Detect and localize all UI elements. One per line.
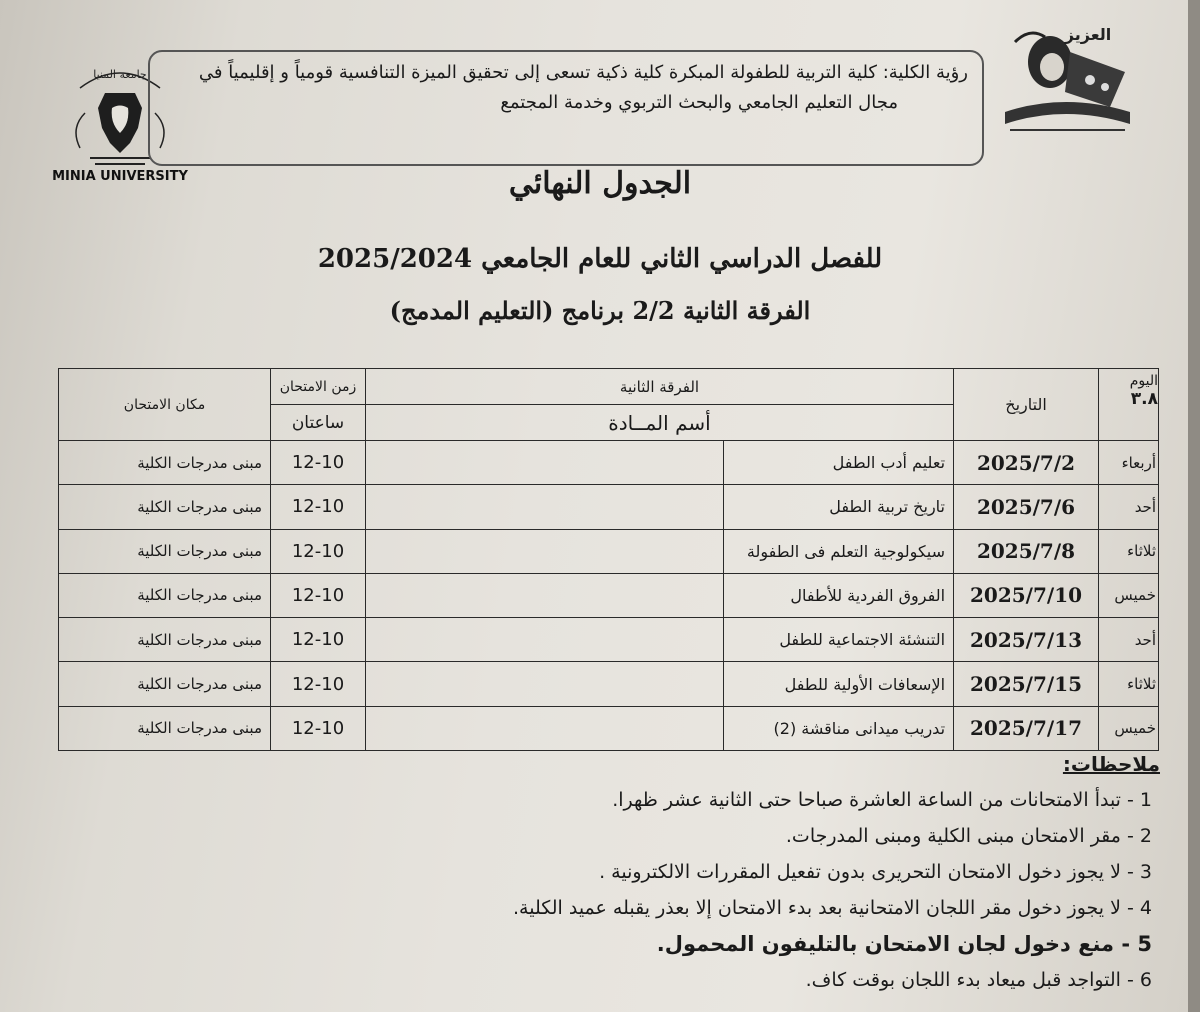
cell-course: تدريب ميدانى مناقشة (2) [724, 706, 954, 750]
exam-schedule-table [58, 368, 1159, 751]
note-number: 1 [1139, 789, 1152, 811]
note-text: لا يجوز دخول الامتحان التحريرى بدون تفعيل المقررات الالكترونية . [599, 861, 1121, 883]
note-number: 6 [1139, 969, 1152, 991]
cell-day: خميس [1099, 573, 1159, 617]
cell-time: 12-10 [271, 441, 366, 485]
cell-course: التنشئة الاجتماعية للطفل [724, 618, 954, 662]
cell-course: سيكولوجية التعلم فى الطفولة [724, 529, 954, 573]
vision-line-1: رؤية الكلية: كلية التربية للطفولة المبكرة كلية ذكية تسعى إلى تحقيق الميزة التنافسية قومياً و إقليمياً في [198, 62, 968, 83]
cell-date: 2025/7/6 [954, 485, 1099, 529]
note-text: تبدأ الامتحانات من الساعة العاشرة صباحا حتى الثانية عشر ظهرا. [612, 789, 1121, 811]
cell-place: مبنى مدرجات الكلية [59, 573, 271, 617]
cell-empty [366, 441, 724, 485]
cell-empty [366, 618, 724, 662]
cell-date: 2025/7/17 [954, 706, 1099, 750]
notes-title: ملاحظات: [1062, 752, 1160, 776]
cell-empty [366, 485, 724, 529]
note-text: التواجد قبل ميعاد بدء اللجان بوقت كاف. [805, 969, 1121, 991]
program-title: الفرقة الثانية 2/2 برنامج (التعليم المدمج) [389, 296, 811, 325]
cell-time: 12-10 [271, 662, 366, 706]
header-group: الفرقة الثانية [366, 369, 954, 405]
table-row [59, 706, 1159, 750]
note-number: 3 [1139, 861, 1152, 883]
header-day-label: اليوم [1129, 373, 1159, 389]
note-item: 3 - لا يجوز دخول الامتحان التحريرى بدون تفعيل المقررات الالكترونية . [599, 861, 1152, 883]
cell-place: مبنى مدرجات الكلية [59, 618, 271, 662]
cell-time: 12-10 [271, 485, 366, 529]
note-number: 4 [1139, 897, 1152, 919]
semester-subtitle: للفصل الدراسي الثاني للعام الجامعي 2025/2024 [317, 244, 883, 274]
note-item: 2 - مقر الامتحان مبنى الكلية ومبنى المدرجات. [785, 825, 1152, 847]
header-exam-time: زمن الامتحان [271, 369, 366, 405]
table-row [59, 441, 1159, 485]
table-row [59, 485, 1159, 529]
cell-time: 12-10 [271, 529, 366, 573]
paper-edge [1188, 0, 1200, 1012]
table-row [59, 662, 1159, 706]
header-day [1099, 369, 1159, 441]
college-vision-box [148, 50, 984, 166]
vision-line-2: مجال التعليم الجامعي والبحث التربوي وخدمة المجتمع [500, 92, 898, 113]
table-row [59, 529, 1159, 573]
cell-day: ثلاثاء [1099, 529, 1159, 573]
note-text: منع دخول لجان الامتحان بالتليفون المحمول. [656, 932, 1115, 956]
cell-day: أحد [1099, 618, 1159, 662]
svg-text:جامعة المنيا: جامعة المنيا [93, 68, 147, 81]
cell-date: 2025/7/2 [954, 441, 1099, 485]
cell-empty [366, 573, 724, 617]
note-item: 5 - منع دخول لجان الامتحان بالتليفون المحمول. [656, 932, 1152, 956]
note-text: لا يجوز دخول مقر اللجان الامتحانية بعد بدء الامتحان إلا بعذر يقبله عميد الكلية. [513, 897, 1121, 919]
table-row [59, 618, 1159, 662]
table-row [59, 573, 1159, 617]
faculty-logo [990, 12, 1140, 147]
header-exam-place: مكان الامتحان [59, 369, 271, 441]
note-item: 6 - التواجد قبل ميعاد بدء اللجان بوقت كاف. [805, 969, 1152, 991]
svg-text:العزيز: العزيز [1064, 25, 1112, 44]
cell-time: 12-10 [271, 706, 366, 750]
header-two-hours: ساعتان [271, 405, 366, 441]
cell-place: مبنى مدرجات الكلية [59, 706, 271, 750]
cell-course: تعليم أدب الطفل [724, 441, 954, 485]
cell-day: أربعاء [1099, 441, 1159, 485]
cell-day: ثلاثاء [1099, 662, 1159, 706]
note-number: 5 [1137, 932, 1152, 956]
page-title: الجدول النهائي [508, 166, 692, 201]
note-item: 4 - لا يجوز دخول مقر اللجان الامتحانية بعد بدء الامتحان إلا بعذر يقبله عميد الكلية. [513, 897, 1152, 919]
cell-date: 2025/7/10 [954, 573, 1099, 617]
cell-date: 2025/7/13 [954, 618, 1099, 662]
cell-course: تاريخ تربية الطفل [724, 485, 954, 529]
cell-empty [366, 529, 724, 573]
cell-course: الفروق الفردية للأطفال [724, 573, 954, 617]
cell-time: 12-10 [271, 618, 366, 662]
cell-day: خميس [1099, 706, 1159, 750]
cell-course: الإسعافات الأولية للطفل [724, 662, 954, 706]
cell-place: مبنى مدرجات الكلية [59, 441, 271, 485]
note-item: 1 - تبدأ الامتحانات من الساعة العاشرة صباحا حتى الثانية عشر ظهرا. [612, 789, 1152, 811]
cell-place: مبنى مدرجات الكلية [59, 485, 271, 529]
header-course-name: أسم المــادة [366, 405, 954, 441]
cell-date: 2025/7/8 [954, 529, 1099, 573]
cell-day: أحد [1099, 485, 1159, 529]
cell-place: مبنى مدرجات الكلية [59, 662, 271, 706]
note-text: مقر الامتحان مبنى الكلية ومبنى المدرجات. [785, 825, 1121, 847]
cell-date: 2025/7/15 [954, 662, 1099, 706]
cell-time: 12-10 [271, 573, 366, 617]
notes-section [60, 752, 1160, 998]
cell-empty [366, 662, 724, 706]
header-date: التاريخ [954, 369, 1099, 441]
cell-empty [366, 706, 724, 750]
note-number: 2 [1139, 825, 1152, 847]
svg-text:MINIA UNIVERSITY: MINIA UNIVERSITY [52, 169, 188, 184]
cell-place: مبنى مدرجات الكلية [59, 529, 271, 573]
header-room-label: ٣.٨ [1130, 389, 1159, 409]
